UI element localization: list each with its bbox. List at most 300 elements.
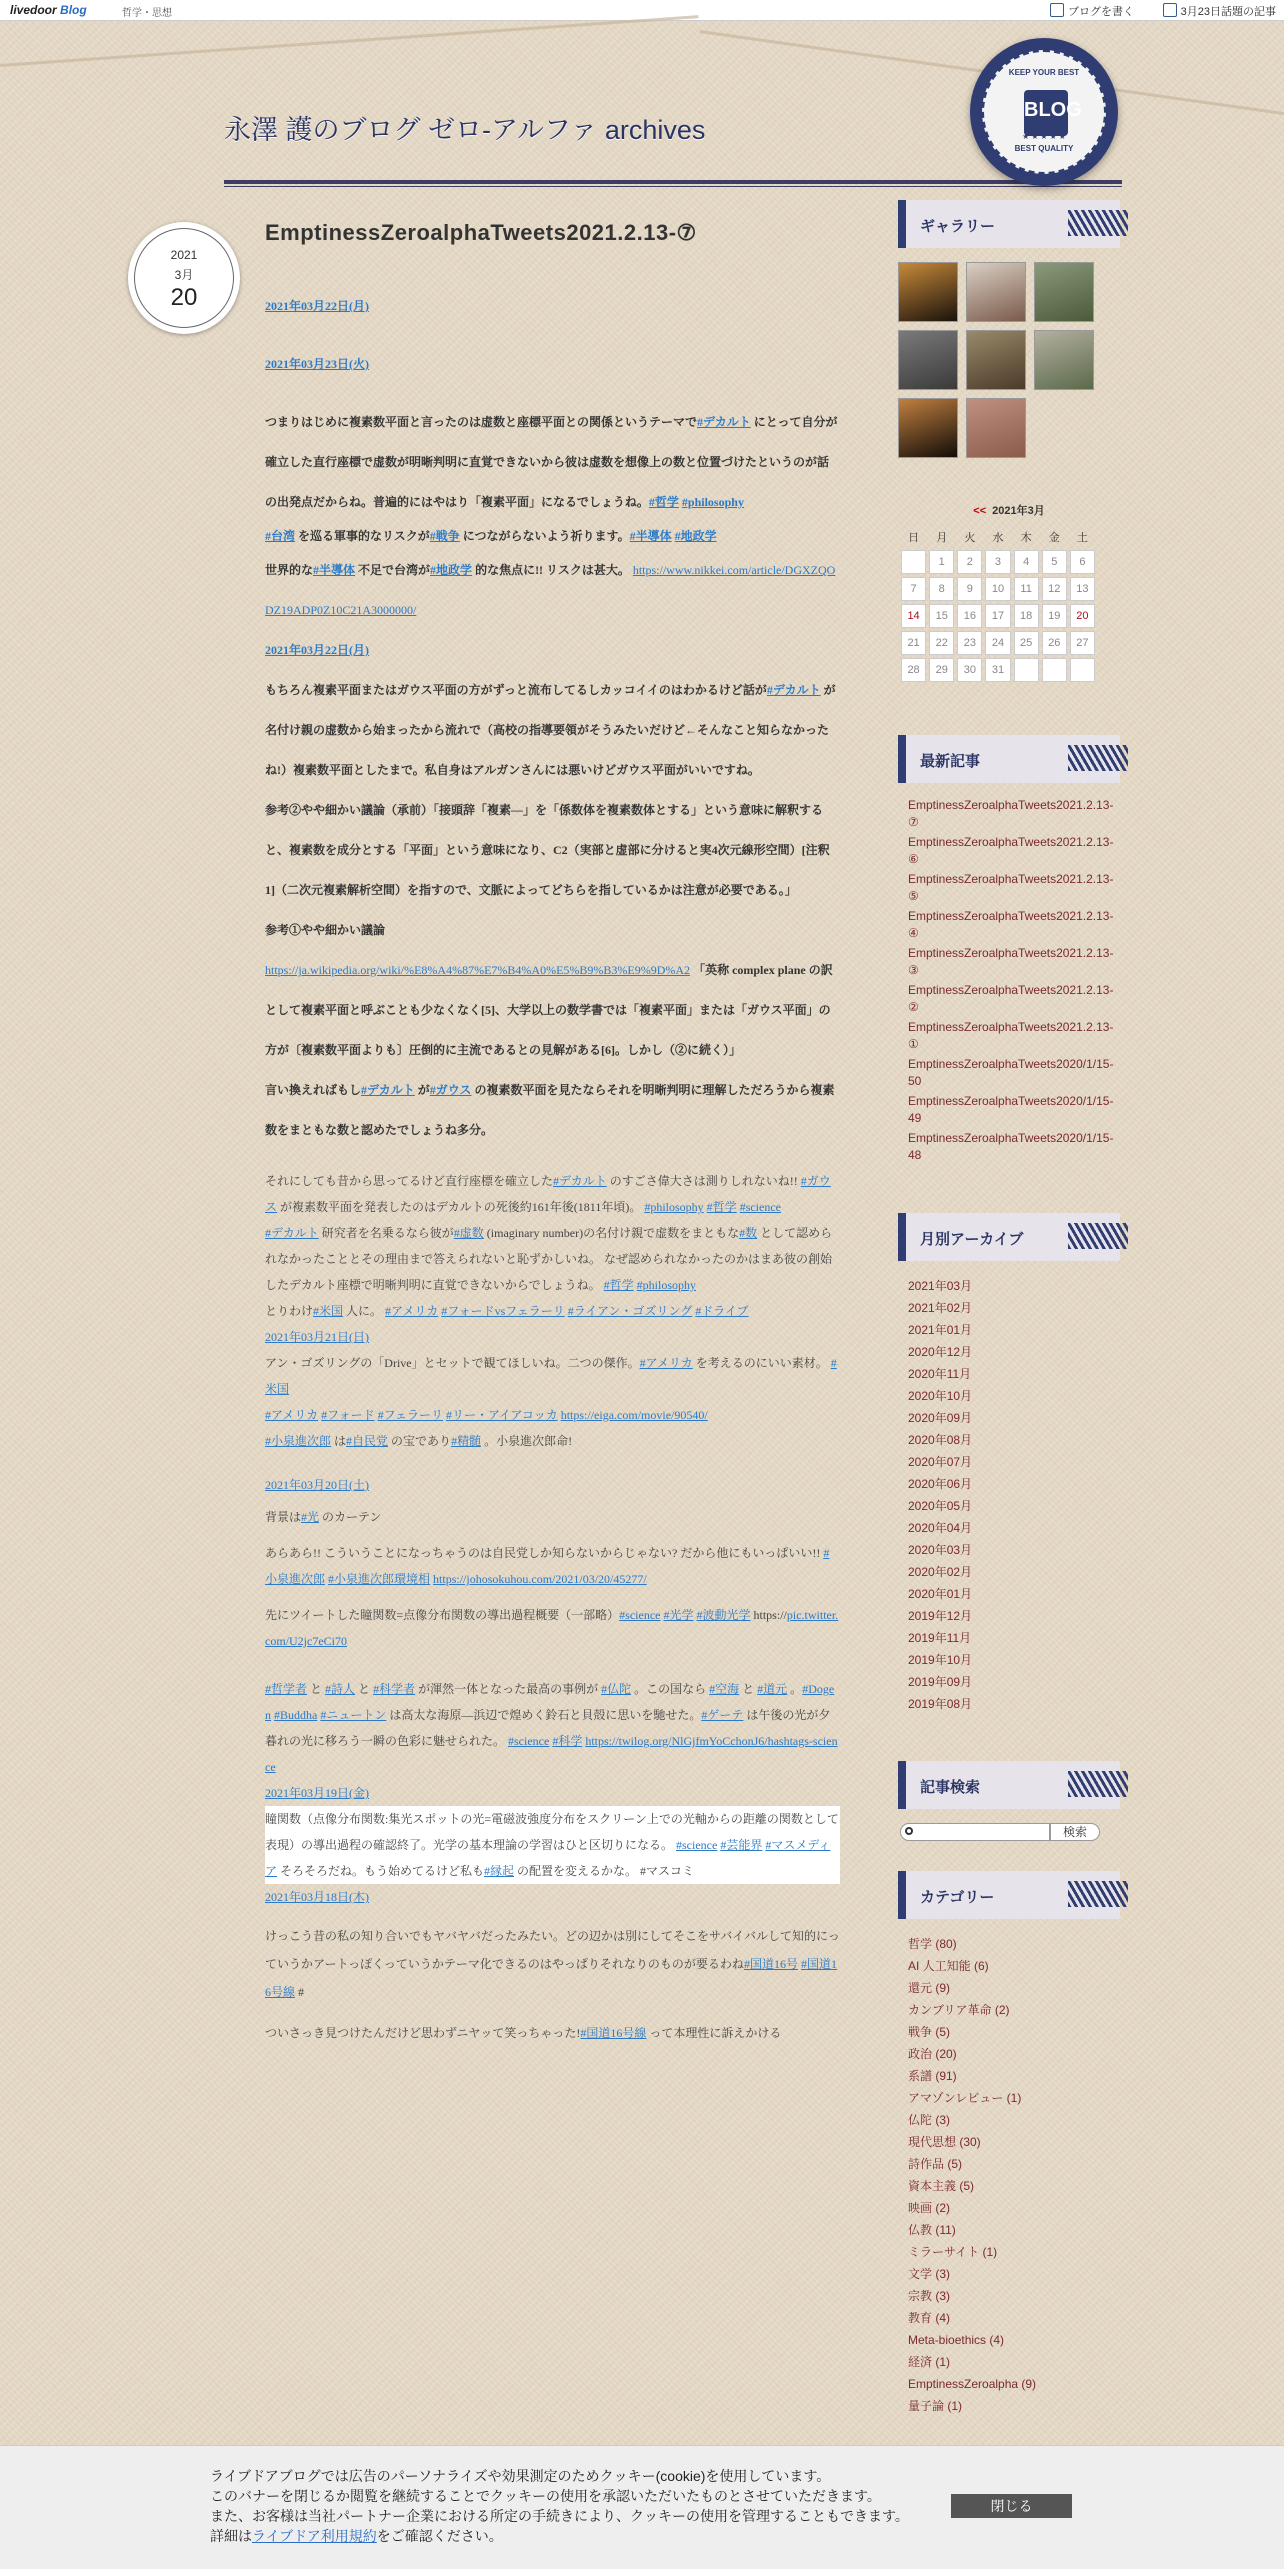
recent-article-link[interactable]: EmptinessZeroalphaTweets2021.2.13-⑥: [908, 835, 1114, 866]
text: もちろん複素平面またはガウス平面の方がずっと流布してるしカッコイイのはわかるけど話が: [265, 683, 767, 697]
category-list: [898, 1933, 1120, 2417]
archive-month-link[interactable]: 2020年07月: [908, 1455, 973, 1469]
blog-title[interactable]: 永澤 護のブログ ゼロ-アルファ archives: [224, 115, 706, 145]
calendar-day: 27: [1070, 631, 1095, 655]
hashtag-link[interactable]: #フォード: [321, 1408, 375, 1422]
date-link-7[interactable]: 2021年03月18日(木): [265, 1890, 369, 1904]
calendar-title: 2021年3月: [992, 505, 1045, 517]
hashtag-link[interactable]: #波動光学: [696, 1608, 751, 1622]
text: をご確認ください。: [376, 2528, 503, 2544]
hashtag-link[interactable]: #哲学者: [265, 1682, 308, 1696]
text: 詳細は: [210, 2528, 252, 2544]
text: として認められなかったこととその理由まで答えられないと恥ずかしいね。 なぜ認められなかったのかはまあ彼の創始したデカルト座標で明晰判明に直覚できないからでしょうね。: [265, 1226, 833, 1292]
terms-link[interactable]: ライブドア利用規約: [252, 2528, 377, 2544]
category-link[interactable]: 政治 (20): [908, 2047, 957, 2061]
tweet-paragraph: [265, 1428, 840, 1454]
recent-list: [898, 797, 1120, 1164]
text: 「英称 complex plane の訳として複素平面と呼ぶことも少なくなく[5]、大学以上の数学書では「複素平面」または「ガウス平面」の方が〔複素数平面よりも〕圧倒的に主流であるとの見解がある[6]。しかし（②に続く）」: [265, 963, 833, 1057]
hashtag-link[interactable]: #science: [619, 1608, 661, 1622]
logo-text: livedoor: [10, 3, 57, 17]
calendar-header: [898, 502, 1120, 518]
tweet-paragraph: [265, 522, 840, 550]
category-link[interactable]: 量子論 (1): [908, 2399, 963, 2413]
text: そろそろだね。もう始めてるけど私も: [277, 1864, 485, 1878]
hashtag-link[interactable]: #ライアン・ゴズリング: [567, 1304, 693, 1318]
hashtag-link[interactable]: #半導体: [313, 563, 356, 577]
spacer: [265, 1150, 840, 1168]
archive-month-link[interactable]: 2020年08月: [908, 1433, 973, 1447]
recent-article-link[interactable]: EmptinessZeroalphaTweets2020/1/15-49: [908, 1094, 1114, 1125]
date-month: 3月: [174, 268, 194, 282]
calendar-week-row: [901, 577, 1095, 601]
recent-heading-label: 最新記事: [920, 753, 981, 770]
text: と: [307, 1682, 326, 1696]
text: にとって自分が確立した直行座標で虚数が明晰判明に直覚できないから彼は虚数を想像上の数と位置づけたというのが話の出発点だからね。普遍的にはやはり「複素平面」になるでしょうね。: [265, 415, 838, 509]
archive-month-link[interactable]: 2019年09月: [908, 1675, 973, 1689]
text: は高太な海原—浜辺で煌めく鈴石と貝殻に思いを馳せた。: [386, 1708, 702, 1722]
hashtag-link[interactable]: #小泉進次郎: [265, 1434, 332, 1448]
tweet-paragraph: [265, 550, 840, 630]
hashtag-link[interactable]: #ガウス: [265, 1174, 831, 1214]
gallery-thumbnail[interactable]: [1034, 262, 1094, 322]
hashtag-link[interactable]: #国道16号線: [265, 1957, 837, 1999]
gallery-thumbnail[interactable]: [1034, 330, 1094, 390]
calendar-weekday: 土: [1076, 532, 1088, 544]
text: って本理性に訴えかける: [646, 2026, 782, 2040]
calendar-weekday: 日: [908, 532, 920, 544]
calendar-empty-cell: [1070, 658, 1095, 682]
livedoor-blog-logo[interactable]: [10, 3, 87, 17]
date-link-1[interactable]: 2021年03月22日(月): [265, 299, 369, 313]
text: を巡る軍事的なリスクが: [295, 529, 430, 543]
hashtag-link[interactable]: #マスメディア: [265, 1838, 831, 1878]
calendar-empty-cell: [901, 550, 926, 574]
hashtag-link[interactable]: #アメリカ: [265, 1408, 319, 1422]
write-blog-label: ブログを書く: [1068, 6, 1134, 18]
text: が渾然一体となった最高の事例が: [415, 1682, 602, 1696]
badge-bottom-text: BEST QUALITY: [1014, 144, 1074, 153]
calendar-day: 11: [1014, 577, 1039, 601]
gallery-grid: [898, 262, 1120, 458]
text: 先にツイートした瞳関数=点像分布関数の導出過程概要（一部略）: [265, 1608, 620, 1622]
hashtag-link[interactable]: #半導体: [629, 529, 672, 543]
tweet-paragraph: [265, 1806, 840, 1884]
text: #: [295, 1985, 305, 1999]
archive-month-link[interactable]: 2020年03月: [908, 1543, 973, 1557]
calendar-day: 13: [1070, 577, 1095, 601]
category-link[interactable]: AI 人工知能 (6): [908, 1959, 989, 1973]
spacer: [898, 1715, 1120, 1761]
category-link[interactable]: 文学 (3): [908, 2267, 951, 2281]
cookie-close-button[interactable]: 閉じる: [951, 2494, 1072, 2518]
calendar-prev-link[interactable]: <<: [973, 505, 987, 517]
text: のすごさ偉大さは測りしれないね!!: [606, 1174, 801, 1188]
archive-month-link[interactable]: 2020年06月: [908, 1477, 973, 1491]
category-link[interactable]: 戦争 (5): [908, 2025, 951, 2039]
calendar-day: 3: [985, 550, 1010, 574]
hashtag-link[interactable]: #小泉進次郎環境相: [328, 1572, 431, 1586]
hashtag-link[interactable]: #デカルト: [553, 1174, 607, 1188]
gallery-thumbnail[interactable]: [898, 330, 958, 390]
search-heading: [898, 1761, 1120, 1809]
text: あらあら!! こういうことになっちゃうのは自民党しか知らないからじゃない? だから他にもいっぱいい!!: [265, 1546, 824, 1560]
archive-month-link[interactable]: 2020年09月: [908, 1411, 973, 1425]
text: 瞳関数（点像分布関数:集光スポットの光=電磁波強度分布をスクリーン上での光軸からの距離の関数として表現）の導出過程の確認終了。光学の基本理論の学習はひと区切りになる。: [265, 1812, 839, 1852]
text: 。小泉進次郎命!: [481, 1434, 573, 1448]
topic-articles-label: 3月23日話題の記事: [1180, 6, 1276, 18]
date-link: [265, 1884, 840, 1910]
title-divider-thin: [224, 186, 1122, 187]
article-title[interactable]: EmptinessZeroalphaTweets2021.2.13-⑦: [265, 220, 697, 245]
gallery-thumbnail[interactable]: [898, 262, 958, 322]
gallery-thumbnail[interactable]: [966, 262, 1026, 322]
hashtag-link[interactable]: #アメリカ: [385, 1304, 439, 1318]
text: の複素数平面を見たならそれを明晰判明に理解しただろうから複素数をまともな数と認めたでしょうね多分。: [265, 1083, 835, 1137]
hashtag-link[interactable]: #デカルト: [766, 683, 821, 697]
date-link: [265, 286, 840, 326]
badge-blog-text: BLOG: [1024, 90, 1068, 136]
calendar: [898, 502, 1120, 685]
gallery-thumbnail[interactable]: [966, 398, 1026, 458]
blog-badge: [970, 38, 1118, 186]
hashtag-link[interactable]: #米国: [313, 1304, 344, 1318]
url-link[interactable]: pic.twitter.com/U2jc7eCi70: [265, 1608, 839, 1648]
text: (imaginary number)の名付け親で虚数をまともな: [483, 1226, 740, 1240]
post-date-disc: [128, 222, 240, 334]
calendar-day: 25: [1014, 631, 1039, 655]
text: https://: [750, 1608, 787, 1622]
spacer: [265, 384, 840, 402]
hashtag-link[interactable]: #philosophy: [636, 1278, 697, 1292]
gallery-heading: [898, 200, 1120, 248]
hashtag-link[interactable]: #philosophy: [681, 495, 744, 509]
calendar-day: 8: [929, 577, 954, 601]
cookie-banner: [0, 2445, 1284, 2569]
hashtag-link[interactable]: #デカルト: [265, 1226, 319, 1240]
spacer: [265, 1910, 840, 1922]
category-link[interactable]: 哲学 (80): [908, 1937, 957, 1951]
article: [265, 220, 840, 2046]
category-link[interactable]: 還元 (9): [908, 1981, 951, 1995]
spacer: [898, 1841, 1120, 1871]
pencil-icon: [1050, 3, 1064, 17]
calendar-day: 21: [901, 631, 926, 655]
archive-month-link[interactable]: 2020年04月: [908, 1521, 973, 1535]
calendar-day: 15: [929, 604, 954, 628]
text: 。: [787, 1682, 803, 1696]
recent-article-link[interactable]: EmptinessZeroalphaTweets2020/1/15-50: [908, 1057, 1114, 1088]
hashtag-link[interactable]: #ドライブ: [695, 1304, 749, 1318]
hashtag-link[interactable]: #国道16号: [743, 1957, 798, 1971]
calendar-day: 10: [985, 577, 1010, 601]
category-link[interactable]: 現代思想 (30): [908, 2135, 981, 2149]
calendar-day: 30: [957, 658, 982, 682]
tweet-paragraph: [265, 1504, 840, 1530]
hashtag-link[interactable]: #science: [739, 1200, 781, 1214]
text: の配置を変えるかな。 #マスコミ: [514, 1864, 695, 1878]
archive-heading-label: 月別アーカイブ: [920, 1231, 1024, 1248]
archive-month-link[interactable]: 2020年01月: [908, 1587, 973, 1601]
tweet-paragraph: [265, 1298, 840, 1324]
date-link-4[interactable]: 2021年03月21日(日): [265, 1330, 369, 1344]
calendar-table: [898, 524, 1098, 685]
archive-month-link[interactable]: 2020年11月: [908, 1367, 972, 1381]
date-link: [265, 630, 840, 670]
hashtag-link[interactable]: #science: [676, 1838, 718, 1852]
category-link[interactable]: 詩作品 (5): [908, 2157, 963, 2171]
date-link: [265, 1324, 840, 1350]
calendar-week-row: [901, 604, 1095, 628]
tweet-paragraph: [265, 1602, 840, 1654]
calendar-day: 29: [929, 658, 954, 682]
hashtag-link[interactable]: #science: [508, 1734, 550, 1748]
hashtag-link[interactable]: #台湾: [265, 529, 296, 543]
hashtag-link[interactable]: #自民党: [346, 1434, 389, 1448]
hashtag-link[interactable]: #小泉進次郎: [265, 1546, 830, 1586]
calendar-week-row: [901, 631, 1095, 655]
date-year: 2021: [170, 248, 198, 262]
text: が複素数平面を発表したのはデカルトの死後約161年後(1811年頃)。: [277, 1200, 642, 1214]
calendar-weekday: 金: [1048, 532, 1060, 544]
calendar-day: 17: [985, 604, 1010, 628]
calendar-empty-cell: [1042, 658, 1067, 682]
hashtag-link[interactable]: #科学: [552, 1734, 583, 1748]
category-link[interactable]: 仏教 (11): [908, 2223, 956, 2237]
calendar-day: 31: [985, 658, 1010, 682]
url-link[interactable]: https://eiga.com/movie/90540/: [560, 1408, 708, 1422]
hashtag-link[interactable]: #詩人: [325, 1682, 356, 1696]
tweet-paragraph: 参考②やや細かい議論（承前）「接頭辞「複素—」を「係数体を複素数体とする」という意味に解釈すると、複素数を成分とする「平面」という意味になり、C2（実部と虚部に分けると実4次元線形空間）[注釈 1]（二次元複素解析空間）を指すので、文脈によってどちらを指しているかは注意が必要である。」: [265, 803, 830, 897]
recent-article-link[interactable]: EmptinessZeroalphaTweets2021.2.13-⑦: [908, 798, 1114, 829]
hashtag-link[interactable]: #戦争: [429, 529, 460, 543]
text: アン・ゴズリングの「Drive」とセットで観てほしいね。二つの傑作。: [265, 1356, 640, 1370]
calendar-day: 24: [985, 631, 1010, 655]
top-bar: [0, 0, 1284, 21]
hashtag-link[interactable]: #虚数: [453, 1226, 484, 1240]
hashtag-link[interactable]: #哲学: [603, 1278, 634, 1292]
recent-heading: [898, 735, 1120, 783]
search-icon: [905, 1827, 913, 1835]
calendar-day: 6: [1070, 550, 1095, 574]
text: 世界的な: [265, 563, 314, 577]
hashtag-link[interactable]: #Dogen: [265, 1682, 835, 1722]
archive-month-link[interactable]: 2020年10月: [908, 1389, 973, 1403]
calendar-weekday: 水: [992, 532, 1004, 544]
archive-month-link[interactable]: 2019年08月: [908, 1697, 973, 1711]
url-link[interactable]: https://ja.wikipedia.org/wiki/%E8%A4%87%E7%B4%A0%E5%B9%B3%E9%9D%A2: [265, 963, 691, 977]
hashtag-link[interactable]: #米国: [265, 1356, 837, 1396]
calendar-day: 4: [1014, 550, 1039, 574]
category-link[interactable]: Meta-bioethics (4): [908, 2333, 1005, 2347]
hashtag-link[interactable]: #哲学: [648, 495, 679, 509]
cookie-line: [210, 2526, 930, 2546]
spacer: [265, 1592, 840, 1602]
tweet-paragraph: [265, 2020, 840, 2046]
recent-article-link[interactable]: EmptinessZeroalphaTweets2021.2.13-②: [908, 983, 1114, 1014]
title-divider: [224, 180, 1122, 184]
hashtag-link[interactable]: #道元: [757, 1682, 788, 1696]
calendar-day[interactable]: 20: [1070, 604, 1095, 628]
hashtag-link[interactable]: #哲学: [706, 1200, 737, 1214]
category-link[interactable]: 仏陀 (3): [908, 2113, 951, 2127]
url-link[interactable]: https://twilog.org/NlGjfmYoCchonJ6/hashtags-science: [265, 1734, 838, 1774]
spacer: [898, 1167, 1120, 1213]
archive-month-link[interactable]: 2021年02月: [908, 1301, 973, 1315]
hashtag-link[interactable]: #光: [301, 1510, 320, 1524]
write-blog-link[interactable]: [1050, 3, 1134, 19]
gallery-heading-label: ギャラリー: [920, 218, 996, 235]
text: が名付け親の虚数から始まったから流れで（高校の指導要領がそうみたいだけど←そんなこと知らなかったね!）複素数平面としたまで。私自身はアルガンさんには悪いけどガウス平面がいいですね。: [265, 683, 836, 777]
hashtag-link[interactable]: #芸能界: [720, 1838, 763, 1852]
date-link-2[interactable]: 2021年03月23日(火): [265, 357, 369, 371]
gallery-thumbnail[interactable]: [966, 330, 1026, 390]
calendar-day: 5: [1042, 550, 1067, 574]
badge-top-text: KEEP YOUR BEST: [1008, 68, 1080, 77]
spacer: [898, 685, 1120, 735]
text: の宝であり: [388, 1434, 452, 1448]
calendar-weekday: 火: [964, 532, 976, 544]
category-link[interactable]: 教育 (4): [908, 2311, 951, 2325]
hashtag-link[interactable]: #地政学: [674, 529, 717, 543]
date-link: [265, 1780, 840, 1806]
calendar-day: 22: [929, 631, 954, 655]
topic-articles-link[interactable]: [1163, 3, 1276, 19]
text: は午後の光が夕暮れの光に移ろう一瞬の色彩に魅せられた。: [265, 1708, 831, 1748]
category-link[interactable]: 経済 (1): [908, 2355, 951, 2369]
hashtag-link[interactable]: #数: [739, 1226, 758, 1240]
cookie-line: ライブドアブログでは広告のパーソナライズや効果測定のためクッキー(cookie)を使用しています。: [210, 2468, 831, 2484]
hashtag-link[interactable]: #デカルト: [697, 415, 751, 429]
hashtag-link[interactable]: #縁起: [484, 1864, 515, 1878]
hashtag-link[interactable]: #デカルト: [361, 1083, 415, 1097]
cookie-text: [210, 2466, 930, 2546]
search-form: [900, 1823, 1120, 1841]
text: と: [355, 1682, 374, 1696]
text: 。この国なら: [631, 1682, 710, 1696]
hashtag-link[interactable]: #地政学: [430, 563, 473, 577]
text: 的な焦点に!! リスクは甚大。: [472, 563, 630, 577]
hashtag-link[interactable]: #philosophy: [644, 1200, 704, 1214]
category-link[interactable]: EmptinessZeroalpha (9): [908, 2377, 1037, 2391]
text: 人に。: [343, 1304, 383, 1318]
archive-month-link[interactable]: 2021年01月: [908, 1323, 973, 1337]
archive-month-link[interactable]: 2020年05月: [908, 1499, 973, 1513]
date-link: [265, 344, 840, 384]
category-link[interactable]: 資本主義 (5): [908, 2179, 975, 2193]
recent-article-link[interactable]: EmptinessZeroalphaTweets2021.2.13-③: [908, 946, 1114, 977]
text: のカーテン: [319, 1510, 382, 1524]
text: けっこう昔の私の知り合いでもヤバヤバだったみたい。どの辺かは別にしてそこをサバイバルして知的にっていうかアートっぽくっていうかテーマ化できるのはやっぱりそれなりのものが要るわね: [265, 1929, 840, 1971]
text: それにしても昔から思ってるけど直行座標を確立した: [265, 1174, 554, 1188]
hashtag-link[interactable]: #国道16号線: [580, 2026, 647, 2040]
archive-month-link[interactable]: 2020年02月: [908, 1565, 973, 1579]
sidebar: [898, 200, 1120, 2417]
calendar-day: 19: [1042, 604, 1067, 628]
spacer: [265, 1530, 840, 1540]
category-link[interactable]: ミラーサイト (1): [908, 2245, 998, 2259]
hashtag-link[interactable]: #リー・アイアコッカ: [445, 1408, 558, 1422]
hashtag-link[interactable]: #ゲーテ: [701, 1708, 744, 1722]
tweet-paragraph: [265, 1070, 840, 1150]
category-link[interactable]: アマゾンレビュー (1): [908, 2091, 1022, 2105]
calendar-week-row: [901, 658, 1095, 682]
text: 言い換えればもし: [265, 1083, 362, 1097]
archive-month-link[interactable]: 2019年10月: [908, 1653, 973, 1667]
url-link[interactable]: https://www.nikkei.com/article/DGXZQODZ19ADP0Z10C21A3000000/: [265, 563, 836, 617]
badge-stars: ★ ★ ★ ★ ★: [1022, 132, 1066, 141]
category-link[interactable]: 宗教 (3): [908, 2289, 951, 2303]
archive-month-link[interactable]: 2020年12月: [908, 1345, 973, 1359]
date-link: [265, 1472, 840, 1498]
calendar-day: 12: [1042, 577, 1067, 601]
text: が: [414, 1083, 430, 1097]
tweet-paragraph: [265, 1922, 840, 2006]
calendar-day: 7: [901, 577, 926, 601]
tweet-paragraph: [265, 1168, 840, 1220]
archive-month-link[interactable]: 2021年03月: [908, 1279, 973, 1293]
tweet-paragraph: [265, 1540, 840, 1592]
archive-month-link[interactable]: 2019年12月: [908, 1609, 973, 1623]
spacer: [265, 1654, 840, 1676]
hashtag-link[interactable]: #アメリカ: [639, 1356, 693, 1370]
hashtag-link[interactable]: #Buddha: [274, 1708, 318, 1722]
hashtag-link[interactable]: #光学: [663, 1608, 694, 1622]
url-link[interactable]: https://johosokuhou.com/2021/03/20/45277/: [433, 1572, 647, 1586]
gallery-thumbnail[interactable]: [898, 398, 958, 458]
hashtag-link[interactable]: #空海: [709, 1682, 740, 1696]
text: を考えるのにいい素材。: [692, 1356, 828, 1370]
hashtag-link[interactable]: #フォードvsフェラーリ: [441, 1304, 565, 1318]
cookie-line: このバナーを閉じるか閲覧を継続することでクッキーの使用を承認いただいたものとさせていただきます。: [210, 2488, 881, 2504]
search-heading-label: 記事検索: [920, 1779, 981, 1796]
hashtag-link[interactable]: #仏陀: [601, 1682, 632, 1696]
text: と: [739, 1682, 758, 1696]
hashtag-link[interactable]: #ガウス: [429, 1083, 472, 1097]
hashtag-link[interactable]: #フェラーリ: [377, 1408, 443, 1422]
spacer: [265, 1454, 840, 1472]
category-link[interactable]: 系譜 (91): [908, 2069, 957, 2083]
date-link-6[interactable]: 2021年03月19日(金): [265, 1786, 369, 1800]
search-button[interactable]: 検索: [1050, 1823, 1100, 1841]
category-link[interactable]: カンブリア革命 (2): [908, 2003, 1010, 2017]
archive-month-link[interactable]: 2019年11月: [908, 1631, 972, 1645]
date-link-5[interactable]: 2021年03月20日(土): [265, 1478, 369, 1492]
recent-article-link[interactable]: EmptinessZeroalphaTweets2020/1/15-48: [908, 1131, 1114, 1162]
search-input[interactable]: [900, 1823, 1050, 1841]
calendar-weekday: 月: [936, 532, 948, 544]
calendar-day: 18: [1014, 604, 1039, 628]
recent-article-link[interactable]: EmptinessZeroalphaTweets2021.2.13-①: [908, 1020, 1114, 1051]
tweet-paragraph: [265, 1220, 840, 1298]
calendar-week-row: [901, 550, 1095, 574]
text: 参考①やや細かい議論: [265, 923, 386, 937]
hashtag-link[interactable]: #精髄: [451, 1434, 482, 1448]
date-day: 20: [170, 284, 198, 311]
recent-article-link[interactable]: EmptinessZeroalphaTweets2021.2.13-⑤: [908, 872, 1114, 903]
hashtag-link[interactable]: #ニュートン: [320, 1708, 387, 1722]
tweet-paragraph: [265, 910, 840, 1070]
blog-category-label: 哲学・思想: [122, 8, 172, 19]
tweet-paragraph: [265, 402, 840, 522]
hashtag-link[interactable]: #科学者: [373, 1682, 416, 1696]
date-link-3[interactable]: 2021年03月22日(月): [265, 643, 369, 657]
category-link[interactable]: 映画 (2): [908, 2201, 951, 2215]
calendar-day[interactable]: 14: [901, 604, 926, 628]
tweet-paragraph: [265, 1676, 840, 1780]
calendar-weekday-row: [901, 527, 1095, 547]
tweet-paragraph: [265, 1402, 840, 1428]
recent-article-link[interactable]: EmptinessZeroalphaTweets2021.2.13-④: [908, 909, 1114, 940]
